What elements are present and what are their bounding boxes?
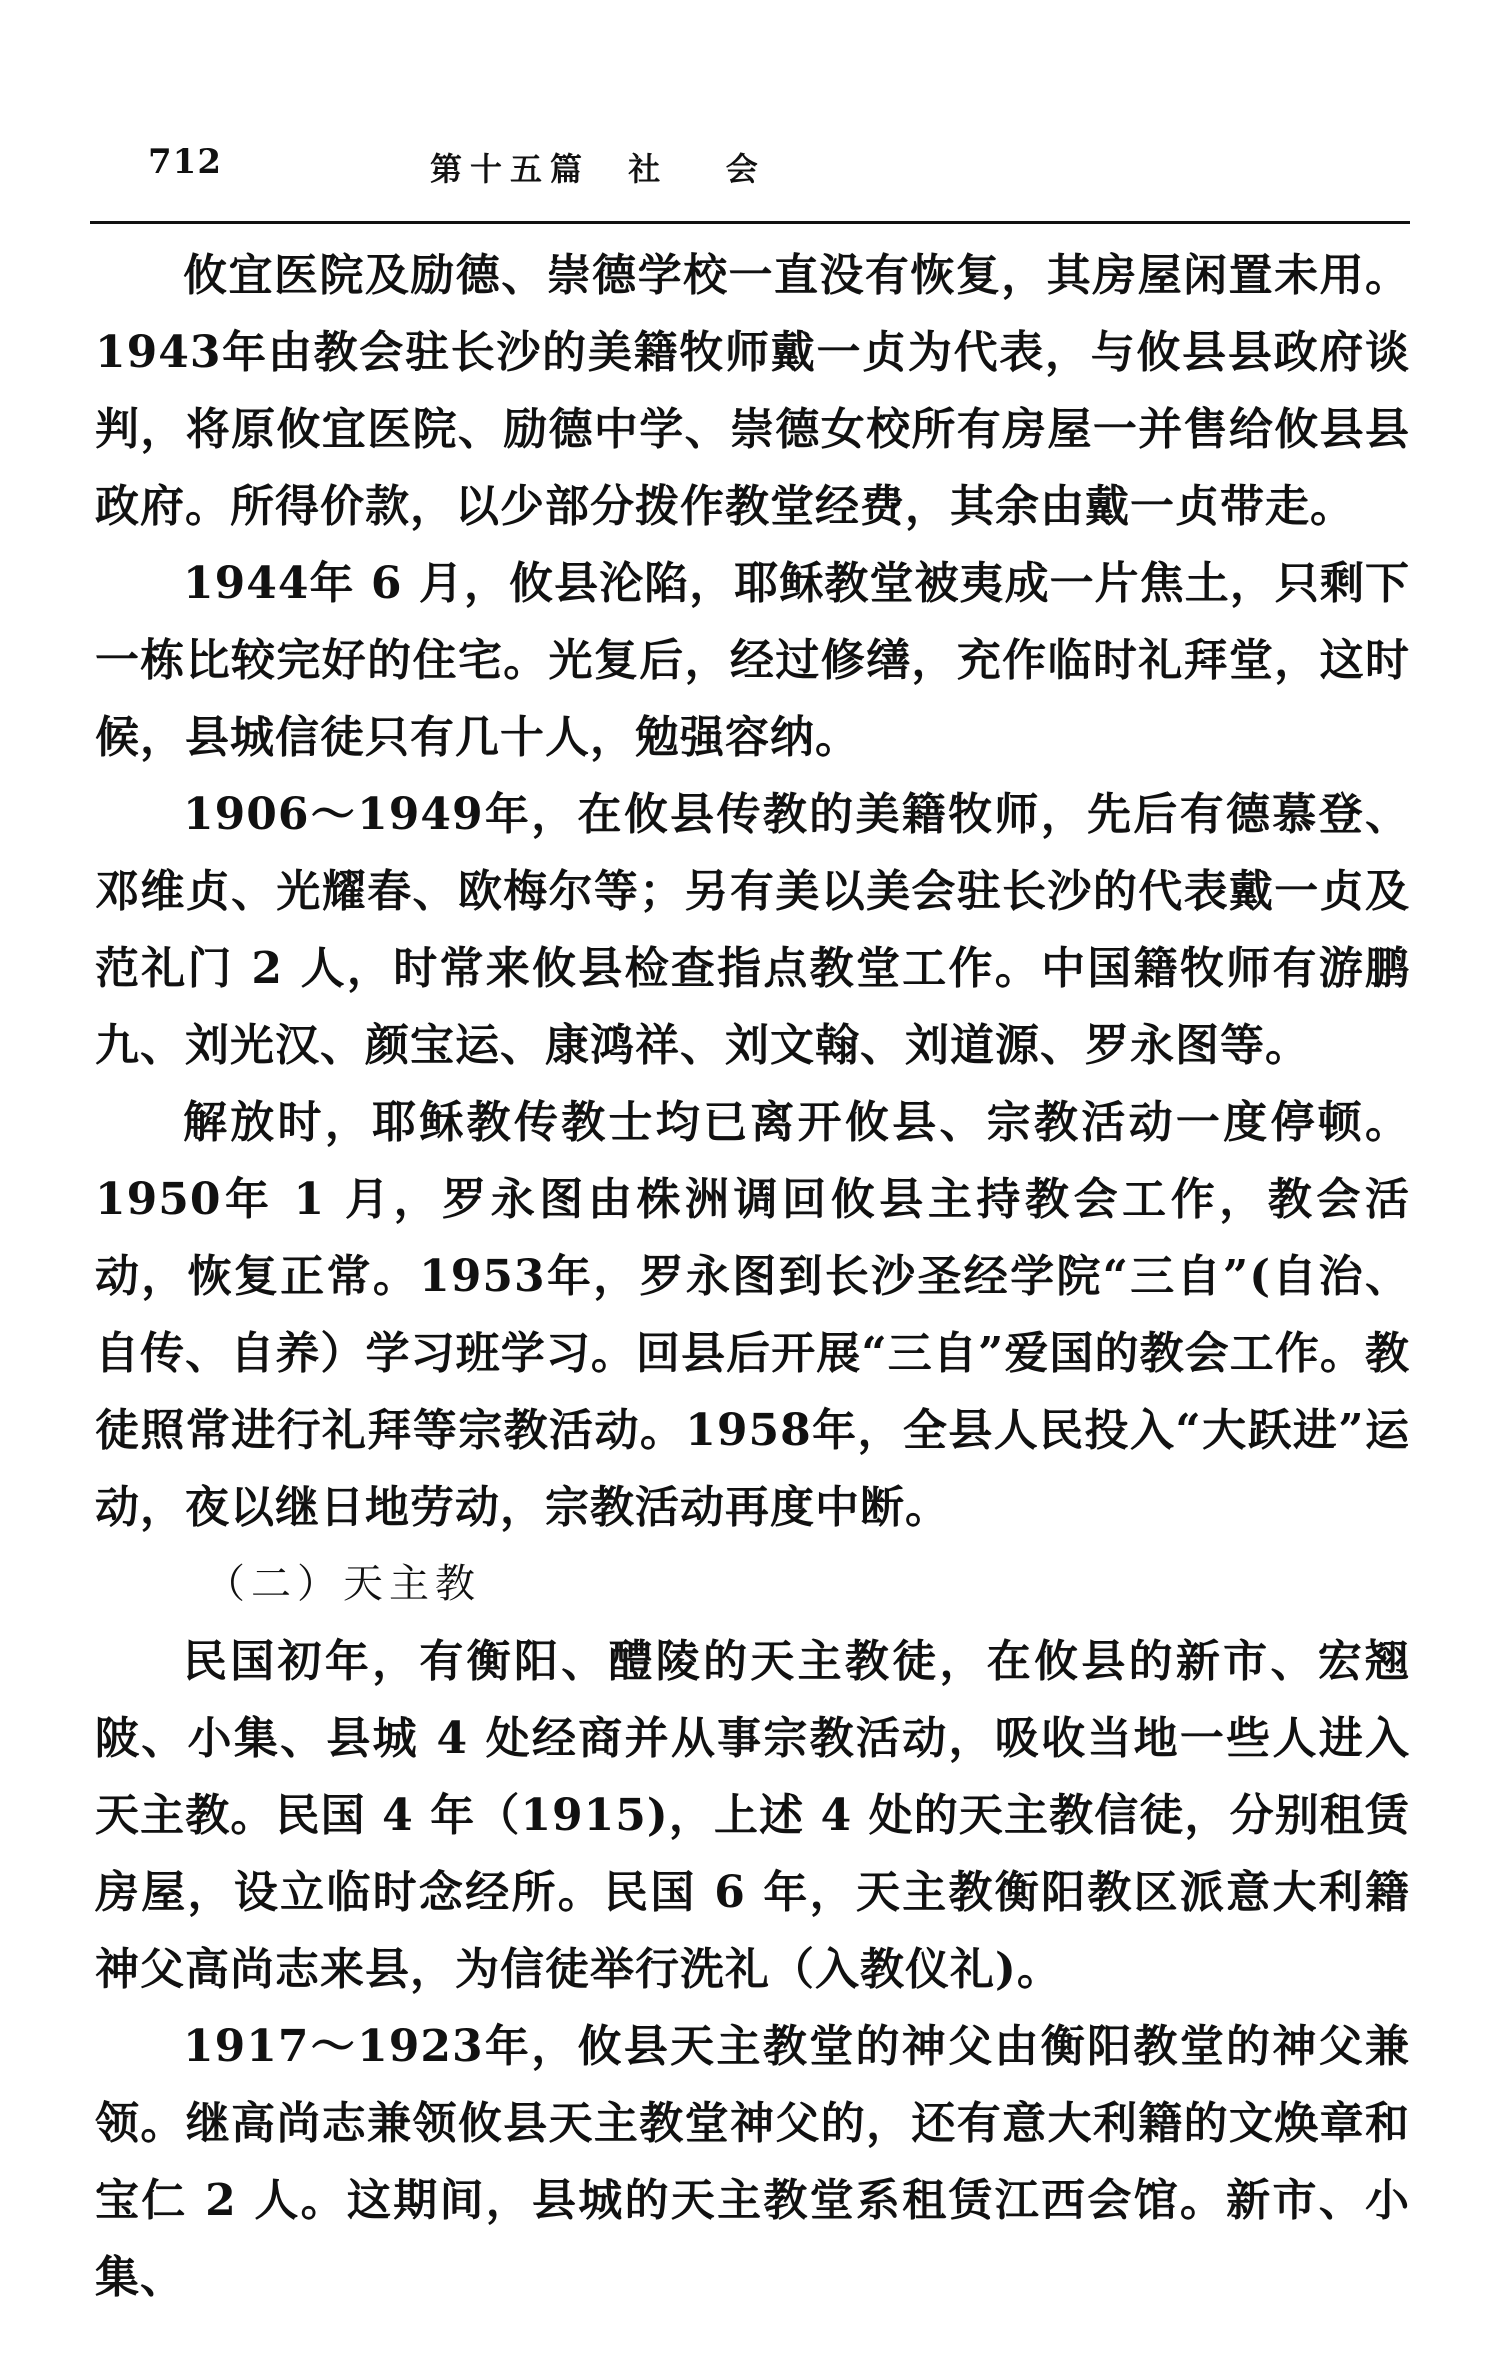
running-head: 第十五篇 社 会 xyxy=(430,150,766,188)
paragraph: 民国初年，有衡阳、醴陵的天主教徒，在攸县的新市、宏翘陂、小集、县城 4 处经商并从事宗教活动，吸收当地一些人进入天主教。民国 4 年（1915)，上述 4 处的天主教信徒，分别租赁房屋，设立临时念经所。民国 6 年，天主教衡阳教区派意大利籍神父高尚志来县，为信徒举行洗礼（入教仪礼)。 xyxy=(95,1636,1410,1995)
paragraph: 1917～1923年，攸县天主教堂的神父由衡阳教堂的神父兼领。继高尚志兼领攸县天主教堂神父的，还有意大利籍的文焕章和宝仁 2 人。这期间，县城的天主教堂系租赁江西会馆。新市、小集、 xyxy=(95,2021,1410,2303)
paragraph: 1906～1949年，在攸县传教的美籍牧师，先后有德慕登、邓维贞、光耀春、欧梅尔等；另有美以美会驻长沙的代表戴一贞及范礼门 2 人，时常来攸县检查指点教堂工作。中国籍牧师有游鹏九、刘光汉、颜宝运、康鸿祥、刘文翰、刘道源、罗永图等。 xyxy=(95,789,1410,1071)
section-subheading: （二）天主教 xyxy=(205,1561,481,1607)
header-rule xyxy=(90,221,1410,224)
paragraph: 1944年 6 月，攸县沦陷，耶稣教堂被夷成一片焦土，只剩下一栋比较完好的住宅。光复后，经过修缮，充作临时礼拜堂，这时候，县城信徒只有几十人，勉强容纳。 xyxy=(95,558,1410,763)
paragraph: 攸宜医院及励德、崇德学校一直没有恢复，其房屋闲置未用。1943年由教会驻长沙的美籍牧师戴一贞为代表，与攸县县政府谈判，将原攸宜医院、励德中学、崇德女校所有房屋一并售给攸县县政府。所得价款，以少部分拨作教堂经费，其余由戴一贞带走。 xyxy=(95,250,1410,532)
body-text xyxy=(95,237,1410,2316)
paragraph: 解放时，耶稣教传教士均已离开攸县、宗教活动一度停顿。1950年 1 月，罗永图由株洲调回攸县主持教会工作，教会活动，恢复正常。1953年，罗永图到长沙圣经学院“三自”(自治、自传、自养）学习班学习。回县后开展“三自”爱国的教会工作。教徒照常进行礼拜等宗教活动。1958年，全县人民投入“大跃进”运动，夜以继日地劳动，宗教活动再度中断。 xyxy=(95,1097,1410,1533)
page-header xyxy=(90,138,1410,198)
page-number: 712 xyxy=(148,142,222,182)
